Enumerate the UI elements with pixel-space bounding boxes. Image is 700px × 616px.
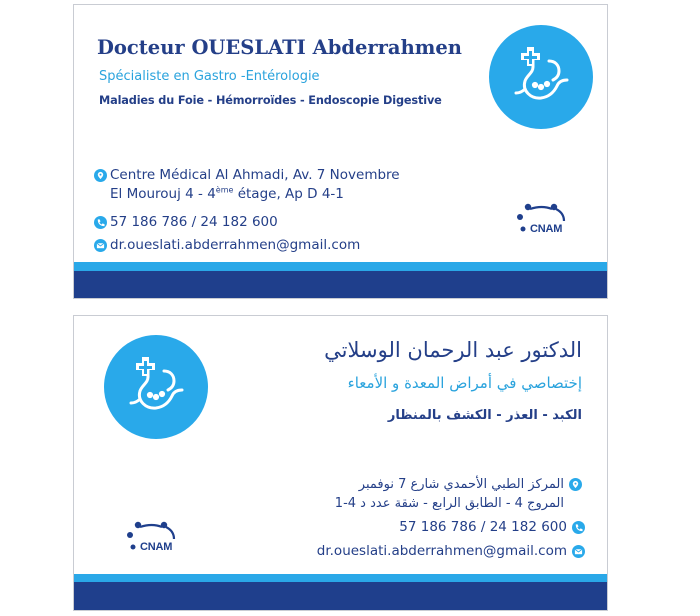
cnam-logo [124, 519, 188, 561]
address-line-2-part-a: El Mourouj 4 - 4 [110, 186, 216, 202]
cnam-text: CNAM [530, 223, 563, 235]
address [94, 166, 400, 204]
cnam-logo [514, 201, 578, 243]
location-pin-icon [569, 478, 582, 491]
specialty: Spécialiste en Gastro -Entérologie [99, 69, 320, 84]
location-pin-icon [94, 169, 107, 182]
address [335, 475, 582, 513]
phone-icon [94, 216, 107, 229]
email-address[interactable]: dr.oueslati.abderrahmen@gmail.com [110, 237, 361, 253]
stripe-dark [74, 271, 607, 299]
envelope-icon [94, 239, 107, 252]
business-card-arabic [73, 315, 608, 611]
email-row [317, 543, 585, 559]
phone-number: 57 186 786 / 24 182 600 [399, 519, 567, 535]
doctor-name: الدكتور عبد الرحمان الوسلاتي [324, 338, 582, 362]
address-line-2: المروج 4 - الطابق الرابع - شقة عدد د 4-1 [334, 496, 564, 511]
diseases-list: الكبد - العذر - الكشف بالمنظار [387, 408, 582, 423]
stripe-light [74, 574, 607, 582]
specialty: إختصاصي في أمراض المعدة و الأمعاء [347, 374, 582, 392]
envelope-icon [572, 545, 585, 558]
phone-number: 57 186 786 / 24 182 600 [110, 214, 278, 230]
email-address[interactable]: dr.oueslati.abderrahmen@gmail.com [316, 543, 567, 559]
stripe-light [74, 262, 607, 271]
phone-row [94, 214, 278, 230]
phone-icon [572, 521, 585, 534]
email-row [94, 237, 360, 253]
diseases-list: Maladies du Foie - Hémorroïdes - Endoscopie Digestive [99, 94, 442, 107]
stomach-cross-icon [489, 25, 593, 129]
stripe-dark [74, 582, 607, 611]
address-line-2-superscript: ème [215, 185, 234, 195]
stomach-cross-icon [104, 335, 208, 439]
phone-row [399, 519, 585, 535]
address-line-1: Centre Médical Al Ahmadi, Av. 7 Novembre [110, 167, 400, 183]
business-card-french [73, 4, 608, 299]
doctor-name: Docteur OUESLATI Abderrahmen [97, 36, 462, 59]
address-line-1: المركز الطبي الأحمدي شارع 7 نوفمبر [358, 477, 564, 492]
cnam-text: CNAM [140, 541, 173, 553]
address-line-2 [94, 185, 400, 204]
address-line-2-part-b: étage, Ap D 4-1 [233, 186, 344, 202]
